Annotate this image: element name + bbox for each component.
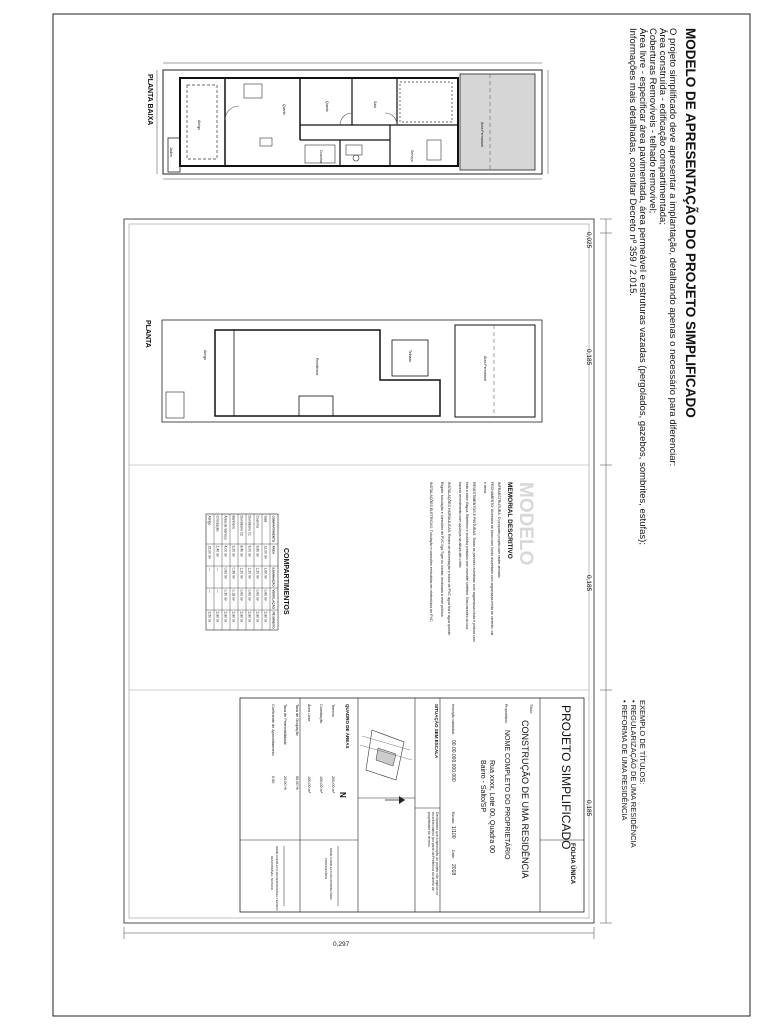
table-cell: Abrigo [207,515,212,526]
sheet-label: FOLHA ÚNICA [569,843,575,885]
svg-text:Quarto: Quarto [325,101,329,112]
area-label: Coeficiente de Aproveitamento [271,704,275,756]
intro-line: Área construída - edificação compartimentada; [657,28,668,225]
area-value: 0,50 [271,776,275,784]
svg-text:Área Permeável: Área Permeável [480,122,484,148]
sign-tech-caption: RESPONSÁVEL TÉCNICO [270,856,274,891]
svg-text:Sala: Sala [373,101,377,109]
table-cell: 0,60 m² [239,589,244,601]
table-cell: 1,60 m² [263,567,268,579]
table-cell: 0,80 m² [263,589,268,601]
svg-text:Abrigo: Abrigo [203,350,207,361]
compartments-title: COMPARTIMENTOS [282,548,289,615]
table-cell: 2,80 m [223,611,228,622]
area-value: 200,00 m² [331,776,335,794]
example-item: • REGULARIZAÇÃO DE UMA RESIDÊNCIA [629,700,638,848]
declaration-text: Declaramos que a aprovação do projeto não implica no reconhecimento por parte da Prefeitura do direito de propriedade do terreno. [427,812,439,896]
memorial-line: INFRAESTRUTURA: O proposto projeto com radier armado [497,482,501,578]
table-cell: 2,80 m [247,611,252,622]
sign-tech-name: NOME COMPLETO DO RESPONSÁVEL TÉCNICO [275,846,279,911]
table-cell: 4,00 m² [223,545,228,557]
area-value: 100,00 m² [307,776,311,794]
table-cell: Banheiro [231,515,236,530]
table-cell: Sala [263,515,268,523]
owner-label: Proprietário: [504,704,508,724]
table-cell: 0,60 m² [255,589,260,601]
table-cell: — [207,567,212,571]
north-icon: N [338,792,347,798]
situation-sketch [360,730,412,780]
table-cell: Dormitório 02 [239,515,244,536]
table-header-cell: ILUMINAÇÃO [271,567,276,587]
plan-bottom-label: PLANTA [144,320,151,348]
area-label: Taxa de Ocupação [295,704,299,736]
table-cell: 0,60 m² [247,589,252,601]
area-value: 20,00 % [283,776,287,790]
table-cell: 8,40 m² [239,545,244,557]
page-title: MODELO DE APRESENTAÇÃO DO PROJETO SIMPLIFICADO [683,28,698,418]
svg-text:Serviço: Serviço [410,150,414,162]
table-cell: 0,36 m² [231,567,236,579]
table-header-cell: ÁREA [271,545,276,555]
area-value: 100,00 m² [319,776,323,794]
example-titles [620,700,647,848]
memorial-line: INSTALAÇÕES HIDRÁULICAS: Redes de alimentação e tubos de PVC água fria e água quente. [447,482,451,636]
table-cell: 2,80 m [215,611,220,622]
compartments-table [206,514,289,630]
memorial-line: INSTALAÇÕES ELÉTRICAS: Tubulação e conexões embutidas em eletrodutos de PVC. [429,482,433,623]
data-value: 2018 [450,864,456,876]
table-cell: 2,80 m [255,611,260,622]
sign-owner-caption: PROPRIETÁRIO [324,858,328,880]
declaration [415,812,439,908]
table-header-cell: VENTILAÇÃO [271,589,276,609]
table-cell: 1,20 m² [255,567,260,579]
dim-total: 0,297 [333,941,350,948]
watermark: MODELO [515,482,536,566]
memorial-line: tinta a base d'água, Banheiro e cozinha pintados com esmalte sintético. Nas paredes do box [465,482,469,630]
svg-text:Quarto: Quarto [282,104,286,115]
inscricao-label: Inscrição cadastral: [451,704,455,735]
table-cell: 0,18 m² [231,589,236,601]
table-cell: 15,00 m² [207,545,212,559]
objeto-value: CONSTRUÇÃO DE UMA RESIDÊNCIA [520,720,530,879]
examples-heading: EXEMPLO DE TÍTULOS: [638,700,647,785]
memorial-line: REVESTIMENTOS E PINTURAS: Todas as paredes revestidas com argamassa mista e pintura com [472,482,476,642]
svg-text:Cozinha: Cozinha [319,150,323,163]
escala-value: 1/100 [450,826,456,839]
memorial-line: e areia. [483,482,487,494]
dim-segment: 0,185 [585,349,592,366]
instructions [627,28,698,545]
table-cell: Dormitório 01 [247,515,252,536]
address-line-1: Rua xxxx, Lote 00, Quadra 00 [488,760,495,853]
area-value: 50,00 % [295,776,299,790]
situacao-label: SITUAÇÃO SEM ESCALA [434,704,439,759]
dim-segment: 0,025 [585,232,592,249]
intro-line: Área livre - especificar área pavimentada, área permeável e estruturas vazadas (pergolados, gazebos, sombrites, estufas); [637,28,648,545]
svg-text:Residência: Residência [315,358,319,376]
memorial [429,482,536,642]
svg-text:Área Permeável: Área Permeável [483,356,487,382]
table-cell: 1,20 m² [239,567,244,579]
areas-title: QUADRO DE ÁREAS [345,704,350,749]
memorial-line: haverá revestimento com azulejos da altura até o teto. [458,482,462,569]
data-label: Data: [451,850,455,859]
owner-value: NOME COMPLETO DO PROPRIETÁRIO [503,730,510,860]
dim-segment: 0,185 [585,575,592,592]
table-cell: Área de Serviço [223,515,228,540]
example-item: • REFORMA DE UMA RESIDÊNCIA [620,700,629,821]
svg-text:Telhado: Telhado [408,350,412,363]
area-label: Construção [319,704,323,724]
areas-table [271,704,335,794]
table-cell: Circulação [215,515,220,532]
table-header-cell: PÉ-DIREITO [271,611,276,629]
memorial-line: FECHAMENTO: Alvenaria de bloco com fundo assentado com argamassa mista de cimento, cal [490,482,494,636]
table-cell: 0,60 m² [223,567,228,579]
sheet-layout [124,219,612,939]
table-cell: — [215,589,220,593]
svg-text:Jardim: Jardim [169,147,173,157]
table-cell: 2,50 m [207,611,212,622]
table-cell: 0,30 m² [223,589,228,601]
intro-line: Coberturas Removíveis - telhado removível; [647,28,658,214]
intro-line: Informações mais detalhadas, consultar Decreto nº 359 / 2.015. [627,28,638,297]
table-cell: 2,80 m [231,611,236,622]
floor-plan-simplified [144,320,542,422]
table-cell: Cozinha [255,515,260,528]
sign-owner-name: NOME COMPLETO DO PROPRIETÁRIO [329,848,333,900]
table-header-cell: COMPARTIMENTO [271,515,276,543]
table-cell: — [215,567,220,571]
table-cell: 9,00 m² [247,545,252,557]
memorial-title: MEMORIAL DESCRITIVO [506,482,513,559]
svg-text:Abrigo: Abrigo [197,120,201,131]
project-type: PROJETO SIMPLIFICADO [559,705,573,850]
table-cell: 1,20 m² [247,567,252,579]
area-label: Taxa de Permeabilidade [283,704,287,745]
table-cell: 2,80 m [239,611,244,622]
objeto-label: Título: [529,704,533,714]
inscricao-value: 00.00.000.000.000 [450,740,456,782]
escala-label: Escala: [451,812,455,824]
area-label: Terreno [331,704,335,717]
title-block [240,698,584,912]
table-cell: 3,20 m² [231,545,236,557]
table-cell: 2,80 m [263,611,268,622]
plan-top-label: PLANTA BAIXA [146,74,153,126]
table-cell: — [207,589,212,593]
address-line-2: Bairro - Salto/SP [479,760,486,813]
table-cell: 9,80 m² [255,545,260,557]
table-cell: 12,00 m² [263,545,268,559]
dim-segment: 0,185 [585,800,592,817]
table-cell: 2,40 m² [215,545,220,557]
memorial-line: Esgoto: tubulação e conexões de PVC liga Tigre ou similar, destinado à rede pública. [440,482,444,618]
floor-plan-detailed [146,63,548,179]
intro-line: O projeto simplificado deve apresentar a implantação, detalhando apenas o necessário para diferenciar: [667,28,678,467]
area-label: Área Livre [307,704,311,722]
